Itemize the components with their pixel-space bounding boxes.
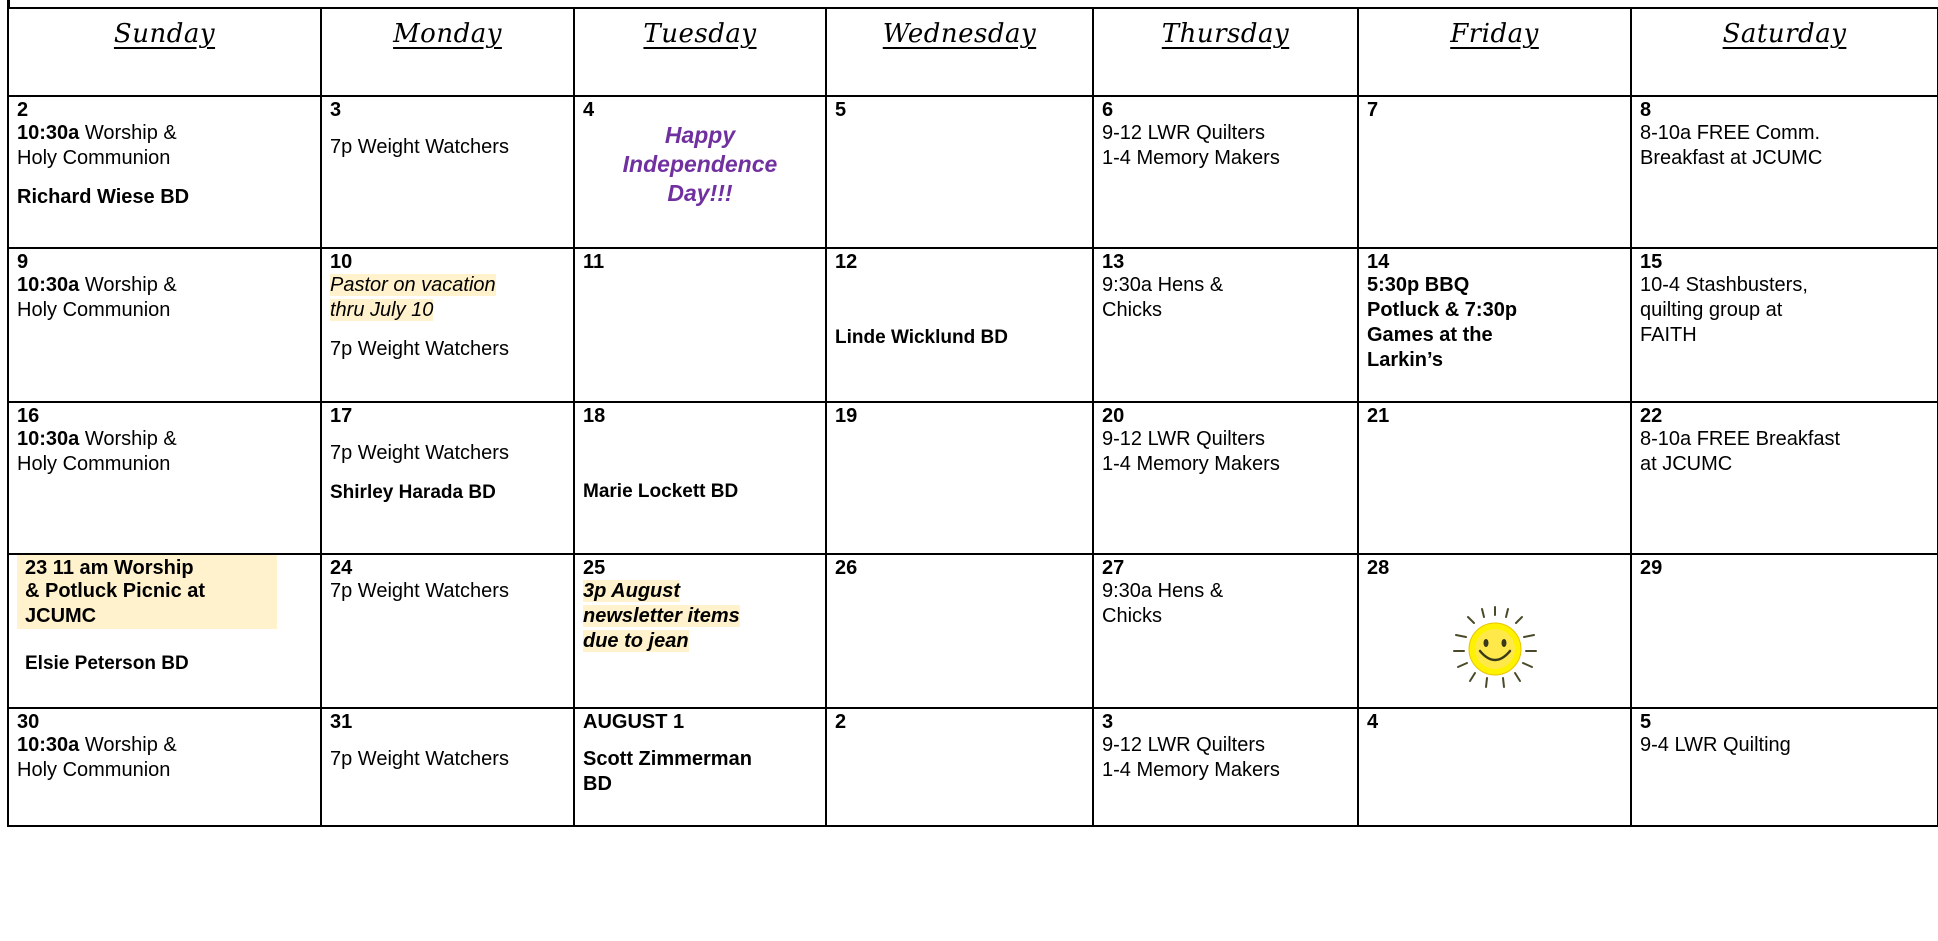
- day-cell-31: [321, 708, 574, 826]
- header-monday: Monday: [321, 8, 574, 96]
- event-line: FAITH: [1640, 324, 1697, 346]
- day-cell-aug-5: [1631, 708, 1938, 826]
- day-cell-25: [574, 554, 826, 708]
- day-cell-20: [1093, 402, 1358, 554]
- highlight-note: due to jean: [583, 630, 689, 652]
- header-wednesday: Wednesday: [826, 8, 1093, 96]
- day-number: 21: [1367, 405, 1390, 427]
- day-number: 28: [1367, 557, 1390, 579]
- day-cell-23: [8, 554, 321, 708]
- day-cell-27: [1093, 554, 1358, 708]
- day-number: 17: [330, 405, 353, 427]
- day-number: 5: [835, 99, 847, 121]
- day-number: 10: [330, 251, 353, 273]
- header-tuesday: Tuesday: [574, 8, 826, 96]
- header-sunday: Sunday: [8, 8, 321, 96]
- event-weight-watchers: 7p Weight Watchers: [330, 136, 509, 158]
- highlight-note: newsletter items: [583, 605, 740, 627]
- holiday-greeting-line1: Happy: [664, 122, 736, 148]
- week-row-1: [8, 96, 1938, 248]
- event-line: Games at the: [1367, 324, 1493, 346]
- day-cell-5: [826, 96, 1093, 248]
- event-worship-line2: Holy Communion: [17, 453, 171, 475]
- day-number: 12: [835, 251, 858, 273]
- day-cell-15: [1631, 248, 1938, 402]
- event-line: Larkin’s: [1367, 349, 1443, 371]
- event-worship-line2: Holy Communion: [17, 299, 171, 321]
- day-number: 31: [330, 711, 353, 733]
- day-number: 4: [583, 99, 595, 121]
- day-cell-17: [321, 402, 574, 554]
- birthday-note: BD: [583, 773, 612, 795]
- birthday-note: Shirley Harada BD: [330, 482, 496, 503]
- highlight-note: Pastor on vacation: [330, 274, 496, 296]
- day-number: 19: [835, 405, 858, 427]
- day-cell-14: [1358, 248, 1631, 402]
- day-number: 3: [1102, 711, 1114, 733]
- day-cell-19: [826, 402, 1093, 554]
- event-worship-line2: Holy Communion: [17, 147, 171, 169]
- birthday-note: Richard Wiese BD: [17, 186, 190, 208]
- day-cell-18: [574, 402, 826, 554]
- day-cell-16: [8, 402, 321, 554]
- day-number: 6: [1102, 99, 1114, 121]
- day-cell-aug-4: [1358, 708, 1631, 826]
- event-line: Potluck & 7:30p: [1367, 299, 1518, 321]
- event-line: 8-10a FREE Comm.: [1640, 122, 1821, 144]
- day-number: 11: [583, 251, 605, 273]
- day-cell-11: [574, 248, 826, 402]
- day-cell-26: [826, 554, 1093, 708]
- day-cell-6: [1093, 96, 1358, 248]
- event-line: 9-4 LWR Quilting: [1640, 734, 1791, 756]
- day-number: 29: [1640, 557, 1663, 579]
- birthday-note: Linde Wicklund BD: [835, 327, 1008, 348]
- day-number: 3: [330, 99, 342, 121]
- day-cell-30: [8, 708, 321, 826]
- day-cell-22: [1631, 402, 1938, 554]
- smiling-sun-icon: [1446, 601, 1544, 693]
- highlight-note: 3p August: [583, 580, 681, 602]
- day-cell-24: [321, 554, 574, 708]
- event-line: 9-12 LWR Quilters: [1102, 122, 1266, 144]
- birthday-note: Scott Zimmerman: [583, 748, 752, 770]
- event-weight-watchers: 7p Weight Watchers: [330, 748, 509, 770]
- day-cell-8: [1631, 96, 1938, 248]
- day-number: 30: [17, 711, 40, 733]
- day-number: 22: [1640, 405, 1663, 427]
- event-line: 9:30a Hens &: [1102, 274, 1224, 296]
- day-number: AUGUST 1: [583, 711, 685, 733]
- day-number: 27: [1102, 557, 1125, 579]
- header-friday: Friday: [1358, 8, 1631, 96]
- event-line: 10-4 Stashbusters,: [1640, 274, 1808, 296]
- event-line: at JCUMC: [1640, 453, 1733, 475]
- holiday-greeting-line2: Independence: [622, 151, 778, 177]
- day-number: 18: [583, 405, 606, 427]
- weekday-header-row: [8, 8, 1938, 96]
- highlight-note: thru July 10: [330, 299, 434, 321]
- calendar-grid: [7, 7, 1938, 827]
- day-cell-29: [1631, 554, 1938, 708]
- event-line: 9:30a Hens &: [1102, 580, 1224, 602]
- day-cell-aug-3: [1093, 708, 1358, 826]
- header-thursday: Thursday: [1093, 8, 1358, 96]
- day-cell-12: [826, 248, 1093, 402]
- day-number: 24: [330, 557, 353, 579]
- event-worship: 10:30a Worship &: [17, 734, 177, 756]
- event-line: 1-4 Memory Makers: [1102, 759, 1280, 781]
- event-line: 9-12 LWR Quilters: [1102, 734, 1266, 756]
- day-cell-28: [1358, 554, 1631, 708]
- day-number: 2: [835, 711, 847, 733]
- day-cell-9: [8, 248, 321, 402]
- day-number: 16: [17, 405, 40, 427]
- event-worship: 10:30a Worship &: [17, 122, 177, 144]
- birthday-note: Marie Lockett BD: [583, 481, 739, 502]
- event-line: Breakfast at JCUMC: [1640, 147, 1823, 169]
- day-number: 20: [1102, 405, 1125, 427]
- day-number: 9: [17, 251, 29, 273]
- day-cell-3: [321, 96, 574, 248]
- event-worship: 10:30a Worship &: [17, 428, 177, 450]
- day-cell-aug-1: [574, 708, 826, 826]
- calendar: [7, 0, 1938, 941]
- day-number: 13: [1102, 251, 1125, 273]
- highlight-event: 23 11 am Worship & Potluck Picnic at JCUMC: [17, 555, 277, 629]
- event-weight-watchers: 7p Weight Watchers: [330, 442, 509, 464]
- day-number: 14: [1367, 251, 1390, 273]
- event-worship-line2: Holy Communion: [17, 759, 171, 781]
- day-cell-4: [574, 96, 826, 248]
- birthday-note: Elsie Peterson BD: [25, 653, 189, 674]
- event-line: Chicks: [1102, 605, 1163, 627]
- event-line: 9-12 LWR Quilters: [1102, 428, 1266, 450]
- day-number: 5: [1640, 711, 1652, 733]
- day-cell-21: [1358, 402, 1631, 554]
- day-number: 7: [1367, 99, 1379, 121]
- holiday-greeting-line3: Day!!!: [667, 180, 733, 206]
- event-line: quilting group at: [1640, 299, 1783, 321]
- event-line: Chicks: [1102, 299, 1163, 321]
- week-row-3: [8, 402, 1938, 554]
- day-number: 8: [1640, 99, 1652, 121]
- day-cell-10: [321, 248, 574, 402]
- day-number: 2: [17, 99, 29, 121]
- day-cell-aug-2: [826, 708, 1093, 826]
- event-line: 1-4 Memory Makers: [1102, 147, 1280, 169]
- day-cell-13: [1093, 248, 1358, 402]
- day-number: 25: [583, 557, 606, 579]
- day-number: 15: [1640, 251, 1663, 273]
- day-number: 26: [835, 557, 858, 579]
- event-weight-watchers: 7p Weight Watchers: [330, 580, 509, 602]
- day-number: 4: [1367, 711, 1379, 733]
- event-weight-watchers: 7p Weight Watchers: [330, 338, 509, 360]
- day-cell-2: [8, 96, 321, 248]
- event-line: 1-4 Memory Makers: [1102, 453, 1280, 475]
- event-line: 8-10a FREE Breakfast: [1640, 428, 1841, 450]
- day-cell-7: [1358, 96, 1631, 248]
- header-saturday: Saturday: [1631, 8, 1938, 96]
- event-line: 5:30p BBQ: [1367, 274, 1470, 296]
- week-row-2: [8, 248, 1938, 402]
- week-row-5: [8, 708, 1938, 826]
- week-row-4: [8, 554, 1938, 708]
- event-worship: 10:30a Worship &: [17, 274, 177, 296]
